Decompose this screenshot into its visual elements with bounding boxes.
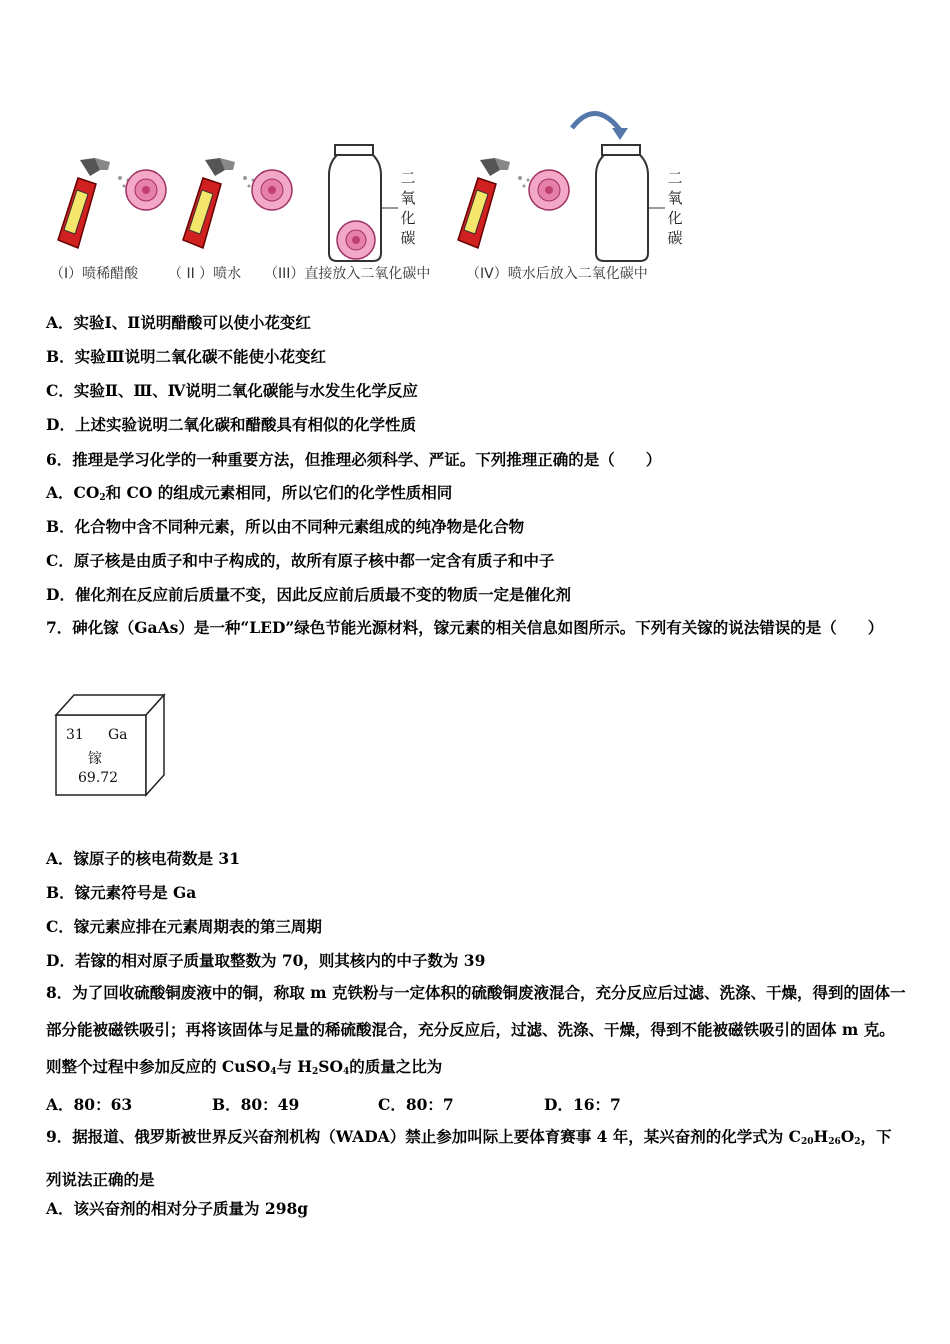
q9-stem: 9．据报道、俄罗斯被世界反兴奋剂机构（WADA）禁止参加叫际上要体育赛事 4 年，某兴奋剂的化学式为 $C_{20}H_{26}O_2$，下列说法正确的是 bbox=[46, 1127, 892, 1189]
q6-option-b: B．化合物中含不同种元素，所以由不同种元素组成的纯净物是化合物 bbox=[46, 517, 525, 536]
spray-bottle-icon bbox=[183, 158, 235, 248]
q7-option-b: B．镓元素符号是 Ga bbox=[46, 883, 197, 902]
caption-iii: （III）直接放入二氧化碳中 bbox=[264, 266, 431, 282]
flower-icon bbox=[337, 221, 375, 259]
flower-icon bbox=[126, 170, 166, 210]
spray-bottle-icon bbox=[458, 158, 510, 248]
gas-jar-icon bbox=[596, 145, 648, 261]
q8-stem: 8．为了回收硫酸铜废液中的铜，称取 m 克铁粉与一定体积的硫酸铜废液混合，充分反应后过滤、洗涤、干燥，得到的固体一部分能被磁铁吸引；再将该固体与足量的稀硫酸混合，充分反应后，过滤、洗涤、干燥，得到不能被磁铁吸引的固体 m 克。则整个过程中参加反应的 CuSO$_4$与 $H_2SO_4$的质量之比为 bbox=[46, 983, 906, 1077]
q8-options bbox=[46, 1093, 710, 1115]
atomic-number: 31 bbox=[66, 727, 84, 743]
experiment-figure bbox=[50, 100, 700, 290]
q7-option-d: D．若镓的相对原子质量取整数为 70，则其核内的中子数为 39 bbox=[46, 951, 486, 970]
atomic-mass: 69.72 bbox=[78, 770, 119, 786]
q7-option-c: C．镓元素应排在元素周期表的第三周期 bbox=[46, 917, 322, 936]
q8-option-b: B．80：49 bbox=[212, 1095, 300, 1114]
caption-ii: （ II ）喷水 bbox=[168, 266, 242, 282]
flower-icon bbox=[252, 170, 292, 210]
q6-option-c: C．原子核是由质子和中子构成的，故所有原子核中都一定含有质子和中子 bbox=[46, 551, 555, 570]
caption-i: （I）喷稀醋酸 bbox=[50, 266, 139, 282]
element-name: 镓 bbox=[88, 751, 102, 767]
element-symbol: Ga bbox=[108, 727, 128, 743]
q7-option-a: A．镓原子的核电荷数是 31 bbox=[46, 849, 240, 868]
q8-option-c: C．80：7 bbox=[378, 1095, 454, 1114]
q8-option-a: A．80：63 bbox=[46, 1095, 133, 1114]
q6-option-a: A．$CO_2$和 CO 的组成元素相同，所以它们的化学性质相同 bbox=[46, 483, 453, 503]
element-card bbox=[46, 690, 166, 800]
q6-stem: 6．推理是学习化学的一种重要方法，但推理必须科学、严证。下列推理正确的是（ ） bbox=[46, 450, 662, 469]
spray-bottle-icon bbox=[58, 158, 110, 248]
q6-option-d: D．催化剂在反应前后质量不变，因此反应前后质最不变的物质一定是催化剂 bbox=[46, 585, 571, 604]
caption-iv: （IV）喷水后放入二氧化碳中 bbox=[466, 266, 648, 282]
q7-stem: 7．砷化镓（GaAs）是一种“LED”绿色节能光源材料，镓元素的相关信息如图所示。下列有关镓的说法错误的是（ ） bbox=[46, 618, 884, 637]
curved-arrow-icon bbox=[572, 113, 620, 130]
gas-label-iv: 二 氧 化 碳 bbox=[667, 169, 683, 247]
q5-option-b: B．实验Ⅲ说明二氧化碳不能使小花变红 bbox=[46, 347, 326, 366]
q5-option-d: D．上述实验说明二氧化碳和醋酸具有相似的化学性质 bbox=[46, 415, 416, 434]
q5-option-a: A．实验Ⅰ、Ⅱ说明醋酸可以使小花变红 bbox=[46, 313, 311, 332]
flower-icon bbox=[529, 170, 569, 210]
q5-option-c: C．实验Ⅱ、Ⅲ、Ⅳ说明二氧化碳能与水发生化学反应 bbox=[46, 381, 418, 400]
q9-option-a: A．该兴奋剂的相对分子质量为 298g bbox=[46, 1199, 309, 1218]
experiment-illustration bbox=[50, 100, 700, 290]
q8-option-d: D．16：7 bbox=[544, 1095, 621, 1114]
gas-label-iii: 二 氧 化 碳 bbox=[400, 169, 416, 247]
